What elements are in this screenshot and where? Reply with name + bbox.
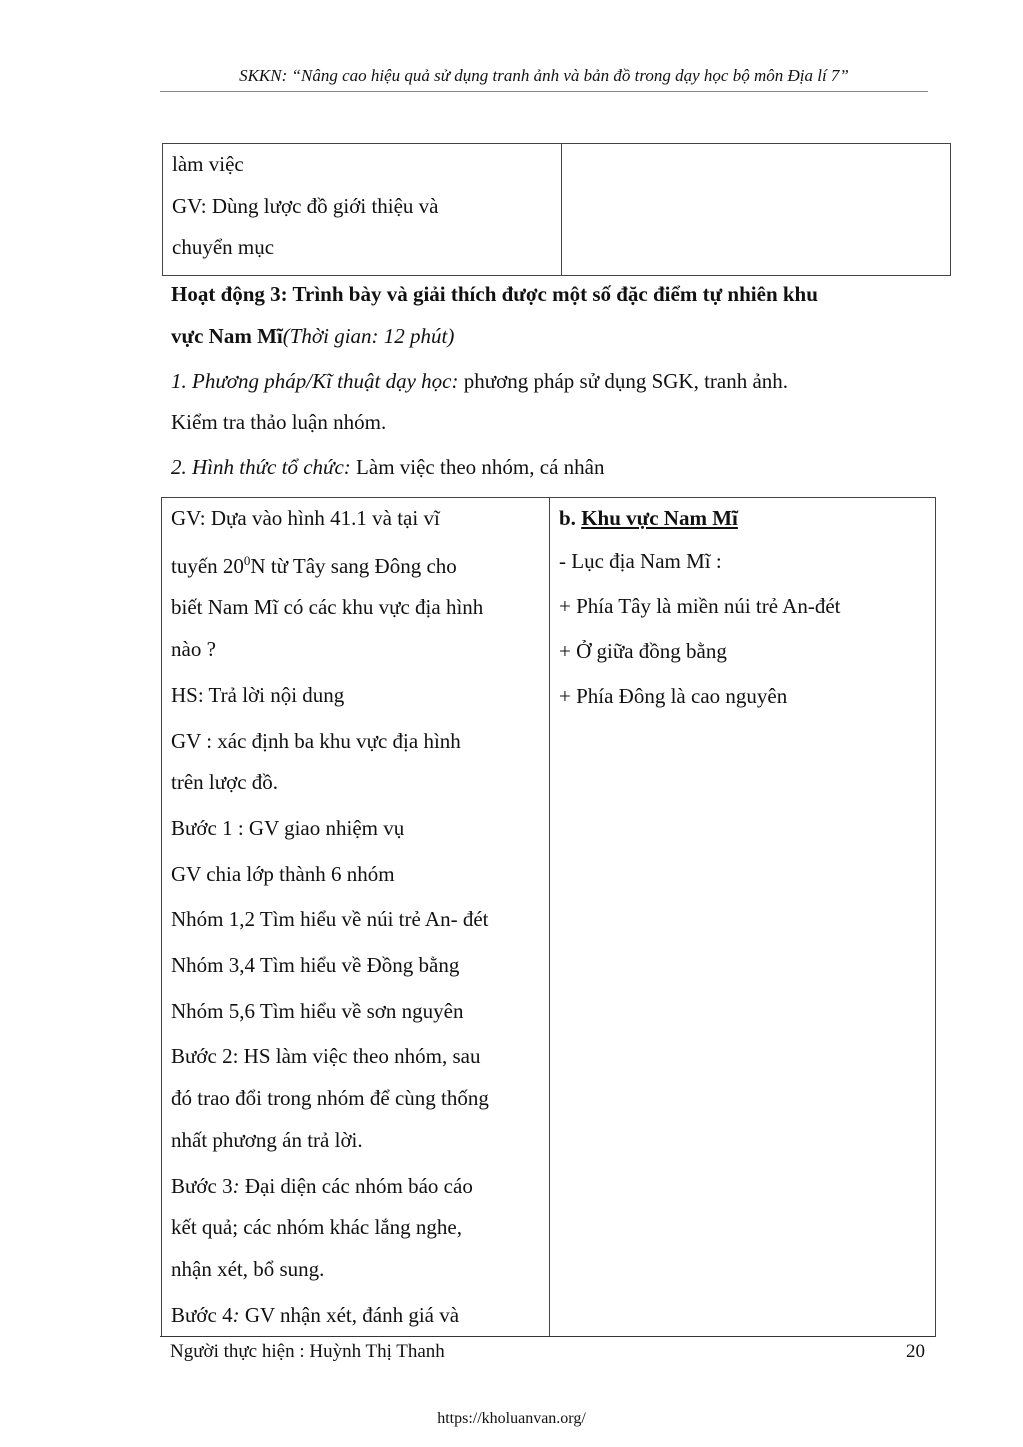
activity-line: GV : xác định ba khu vực địa hình bbox=[171, 728, 461, 753]
table1-line-2: GV: Dùng lược đồ giới thiệu và bbox=[172, 193, 439, 218]
activity-line: GV chia lớp thành 6 nhóm bbox=[171, 861, 395, 886]
section-title: Khu vực Nam Mĩ bbox=[581, 506, 738, 530]
content-line: + Phía Tây là miền núi trẻ An-đét bbox=[559, 594, 841, 618]
method-line bbox=[171, 361, 788, 402]
teacher-student-activity-cell bbox=[162, 498, 550, 1337]
content-line: - Lục địa Nam Mĩ : bbox=[559, 549, 722, 573]
activity-heading-line-1: Hoạt động 3: Trình bày và giải thích được một số đặc điểm tự nhiên khu bbox=[171, 282, 818, 306]
continuation-table bbox=[162, 143, 951, 276]
method-label: 1. Phương pháp/Kĩ thuật dạy học: bbox=[171, 369, 459, 393]
content-line: + Ở giữa đồng bằng bbox=[559, 639, 727, 663]
section-heading: b. Khu vực Nam Mĩ bbox=[559, 506, 738, 530]
activity-line: Bước 3: Đại diện các nhóm báo cáo bbox=[171, 1173, 473, 1198]
content-line: + Phía Đông là cao nguyên bbox=[559, 684, 788, 708]
activity-time: (Thời gian: 12 phút) bbox=[282, 324, 455, 348]
activity-table bbox=[161, 497, 936, 1337]
activity-heading-region: vực Nam Mĩ bbox=[171, 324, 283, 348]
page-number: 20 bbox=[906, 1341, 925, 1362]
activity-line: Nhóm 1,2 Tìm hiểu về núi trẻ An- đét bbox=[171, 907, 489, 932]
activity-line: kết quả; các nhóm khác lắng nghe, bbox=[171, 1215, 462, 1240]
table1-line-3: chuyển mục bbox=[172, 235, 275, 260]
activity-line: HS: Trả lời nội dung bbox=[171, 682, 345, 707]
method-text: phương pháp sử dụng SGK, tranh ảnh. bbox=[458, 369, 789, 393]
activity-line: Nhóm 3,4 Tìm hiểu về Đồng bằng bbox=[171, 953, 460, 978]
activity-line: đó trao đổi trong nhóm để cùng thống bbox=[171, 1086, 489, 1111]
content-cell bbox=[562, 144, 951, 276]
footer-author: Người thực hiện : Huỳnh Thị Thanh bbox=[170, 1341, 445, 1362]
method-line-2: Kiểm tra thảo luận nhóm. bbox=[171, 410, 387, 434]
table1-line-1: làm việc bbox=[172, 152, 244, 176]
page-footer bbox=[160, 1336, 935, 1368]
activity-line: nhận xét, bổ sung. bbox=[171, 1256, 325, 1281]
source-url: https://kholuanvan.org/ bbox=[437, 1410, 586, 1427]
activity-line: GV: Dựa vào hình 41.1 và tại vĩ bbox=[171, 506, 440, 530]
activity-line: trên lược đồ. bbox=[171, 770, 279, 795]
activity-line: Bước 2: HS làm việc theo nhóm, sau bbox=[171, 1044, 481, 1069]
knowledge-content-cell bbox=[550, 498, 936, 1337]
form-line bbox=[171, 447, 604, 488]
activity-line: nhất phương án trả lời. bbox=[171, 1127, 363, 1152]
activity-line: tuyến $20^0N$ từ Tây sang Đông cho bbox=[171, 552, 457, 578]
activity-line: nào ? bbox=[171, 637, 216, 662]
activity-line: Bước 4: GV nhận xét, đánh giá và bbox=[171, 1302, 460, 1327]
form-text: Làm việc theo nhóm, cá nhân bbox=[350, 455, 605, 479]
activity-heading-line-2 bbox=[171, 316, 454, 357]
activity-line: biết Nam Mĩ có các khu vực địa hình bbox=[171, 595, 484, 620]
running-header: SKKN: “Nâng cao hiệu quả sử dụng tranh ảnh và bản đồ trong dạy học bộ môn Địa lí 7” bbox=[160, 62, 928, 92]
activity-line: Nhóm 5,6 Tìm hiểu về sơn nguyên bbox=[171, 998, 464, 1023]
teacher-activity-cell bbox=[163, 144, 562, 276]
activity-line: Bước 1 : GV giao nhiệm vụ bbox=[171, 815, 405, 840]
form-label: 2. Hình thức tổ chức: bbox=[171, 455, 351, 479]
